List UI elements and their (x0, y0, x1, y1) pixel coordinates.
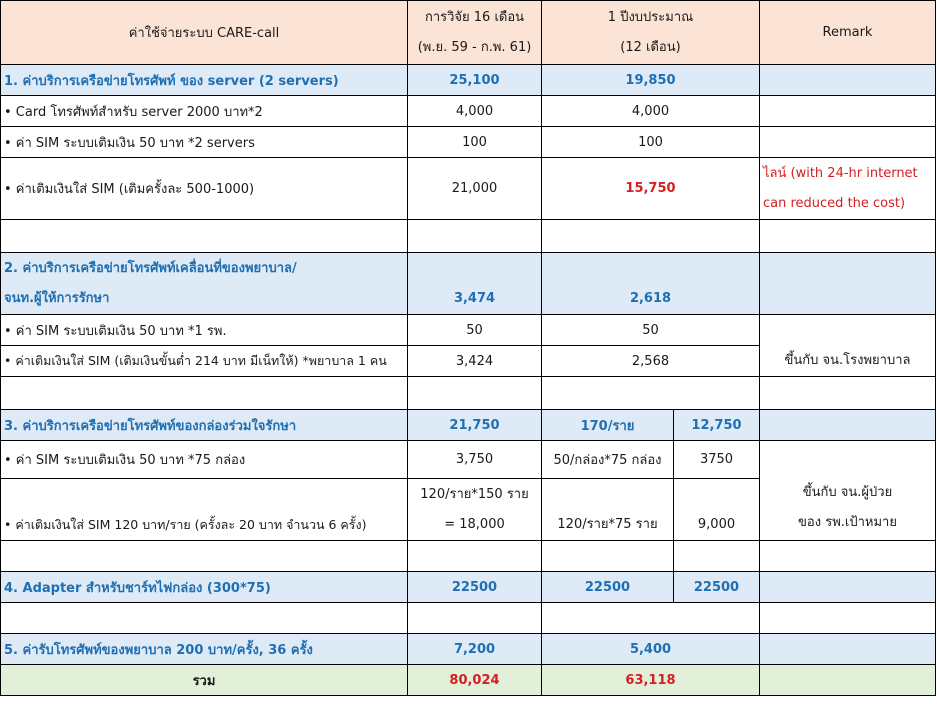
section2-row (1, 253, 936, 315)
section4-fiscal-unit: 22500 (542, 572, 674, 603)
section1-title: 1. ค่าบริการเครือข่ายโทรศัพท์ ของ server (2 servers) (1, 65, 408, 96)
section2-item-label: • ค่า SIM ระบบเติมเงิน 50 บาท *1 รพ. (1, 315, 408, 346)
section4-title: 4. Adapter สำหรับชาร์ทไฟกล่อง (300*75) (1, 572, 408, 603)
section1-item-label: • ค่า SIM ระบบเติมเงิน 50 บาท *2 servers (1, 127, 408, 158)
section1-item-row (1, 127, 936, 158)
section1-item-fiscal: 15,750 (542, 158, 760, 220)
section1-item-research: 21,000 (408, 158, 542, 220)
section3-item-row (1, 441, 936, 479)
section1-item-label: • Card โทรศัพท์สำหรับ server 2000 บาท*2 (1, 96, 408, 127)
section3-item-fiscal-total: 3750 (674, 441, 760, 479)
header-cost-item: ค่าใช้จ่ายระบบ CARE-call (1, 1, 408, 65)
total-fiscal: 63,118 (542, 665, 760, 696)
section5-row (1, 634, 936, 665)
section1-remark-empty (760, 65, 936, 96)
section3-item-fiscal-total: 9,000 (674, 479, 760, 541)
section3-item-label: • ค่า SIM ระบบเติมเงิน 50 บาท *75 กล่อง (1, 441, 408, 479)
section2-fiscal: 2,618 (542, 253, 760, 315)
section3-fiscal-unit: 170/ราย (542, 410, 674, 441)
section3-item-label: • ค่าเติมเงินใส่ SIM 120 บาท/ราย (ครั้งละ 20 บาท จำนวน 6 ครั้ง) (1, 479, 408, 541)
section3-title: 3. ค่าบริการเครือข่ายโทรศัพท์ของกล่องร่วมใจรักษา (1, 410, 408, 441)
total-research: 80,024 (408, 665, 542, 696)
spacer-row (1, 377, 936, 410)
header-fiscal-year: 1 ปีงบประมาณ (12 เดือน) (542, 1, 760, 65)
section2-item-fiscal: 50 (542, 315, 760, 346)
section4-research: 22500 (408, 572, 542, 603)
section3-item-research: 3,750 (408, 441, 542, 479)
section1-item-row (1, 158, 936, 220)
section2-item-research: 50 (408, 315, 542, 346)
section5-research: 7,200 (408, 634, 542, 665)
section1-research: 25,100 (408, 65, 542, 96)
section1-item-research: 100 (408, 127, 542, 158)
header-remark: Remark (760, 1, 936, 65)
section1-row (1, 65, 936, 96)
section2-title: 2. ค่าบริการเครือข่ายโทรศัพท์เคลื่อนที่ของพยาบาล/ จนท.ผู้ให้การรักษา (1, 253, 408, 315)
spacer-row (1, 220, 936, 253)
total-label: รวม (1, 665, 408, 696)
section3-item-research: 120/ราย*150 ราย = 18,000 (408, 479, 542, 541)
section4-fiscal-total: 22500 (674, 572, 760, 603)
section3-row (1, 410, 936, 441)
section2-item-research: 3,424 (408, 346, 542, 377)
section1-item-label: • ค่าเติมเงินใส่ SIM (เติมครั้งละ 500-1000) (1, 158, 408, 220)
section5-title: 5. ค่ารับโทรศัพท์ของพยาบาล 200 บาท/ครั้ง, 36 ครั้ง (1, 634, 408, 665)
section3-research: 21,750 (408, 410, 542, 441)
section3-remark: ขึ้นกับ จน.ผู้ป่วย ของ รพ.เป้าหมาย (760, 441, 936, 541)
section2-remark: ขึ้นกับ จน.โรงพยาบาล (760, 315, 936, 377)
header-research-period: การวิจัย 16 เดือน (พ.ย. 59 - ก.พ. 61) (408, 1, 542, 65)
section1-remark: ไลน์ (with 24-hr internet can reduced the cost) (760, 158, 936, 220)
total-row (1, 665, 936, 696)
section5-fiscal: 5,400 (542, 634, 760, 665)
section1-item-fiscal: 100 (542, 127, 760, 158)
section2-item-label: • ค่าเติมเงินใส่ SIM (เติมเงินขั้นต่ำ 214 บาท มีเน็ทให้) *พยาบาล 1 คน (1, 346, 408, 377)
section2-research: 3,474 (408, 253, 542, 315)
section3-item-fiscal-unit: 120/ราย*75 ราย (542, 479, 674, 541)
section1-item-research: 4,000 (408, 96, 542, 127)
section3-fiscal-total: 12,750 (674, 410, 760, 441)
section1-fiscal: 19,850 (542, 65, 760, 96)
spacer-row (1, 603, 936, 634)
section1-item-fiscal: 4,000 (542, 96, 760, 127)
section2-item-row (1, 315, 936, 346)
section1-item-row (1, 96, 936, 127)
section3-item-fiscal-unit: 50/กล่อง*75 กล่อง (542, 441, 674, 479)
section2-item-fiscal: 2,568 (542, 346, 760, 377)
section4-row (1, 572, 936, 603)
header-row (1, 1, 936, 65)
spacer-row (1, 541, 936, 572)
